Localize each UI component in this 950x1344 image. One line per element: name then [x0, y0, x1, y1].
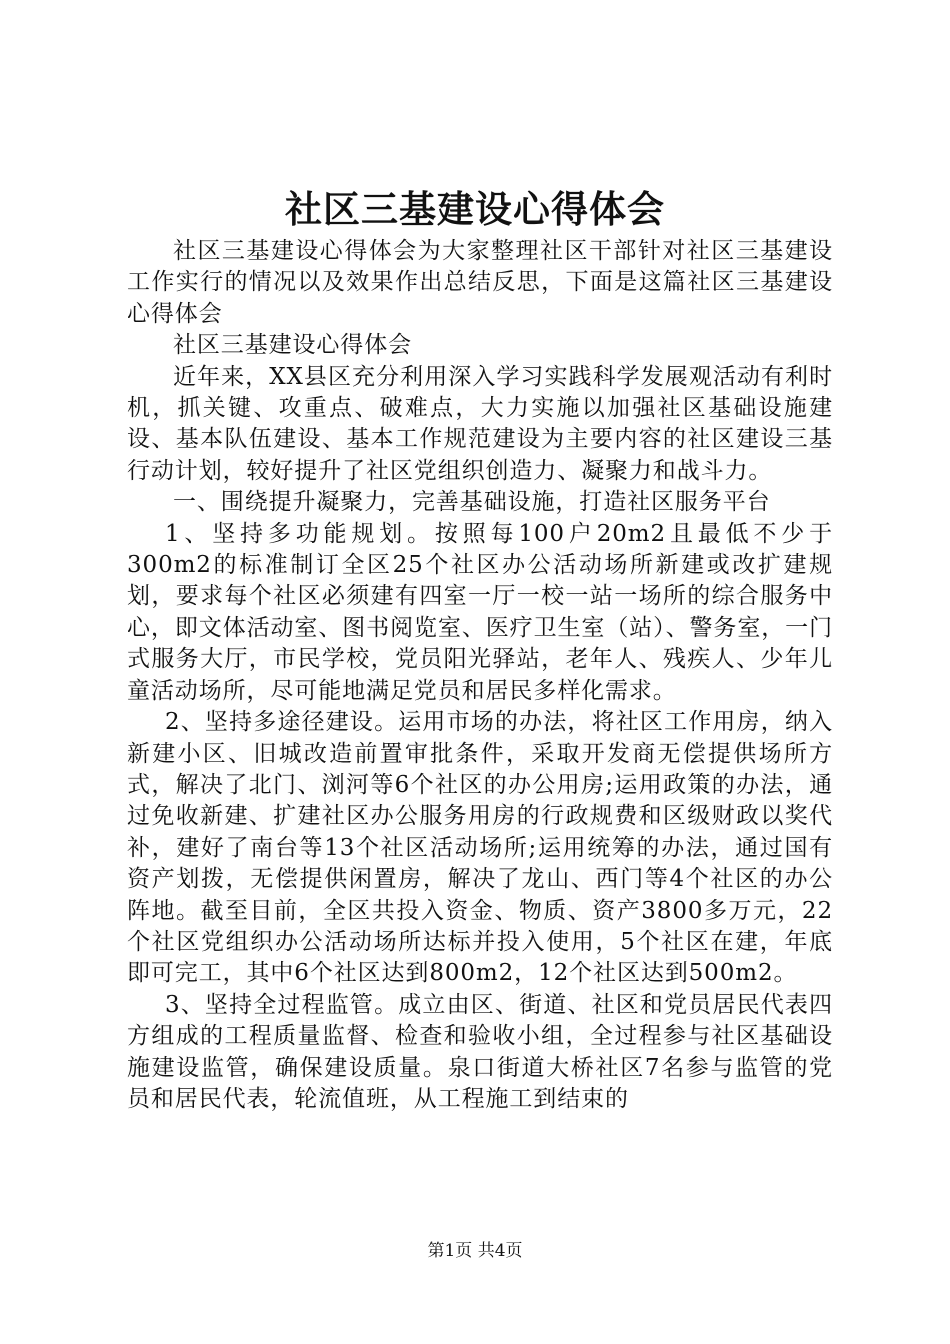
overview-paragraph: 近年来，XX县区充分利用深入学习实践科学发展观活动有利时机，抓关键、攻重点、破难点，大力实施以加强社区基础设施建设、基本队伍建设、基本工作规范建设为主要内容的社区建设三基行动计划，较好提升了社区党组织创造力、凝聚力和战斗力。: [127, 363, 833, 484]
item-paragraph-3: 3、坚持全过程监管。成立由区、街道、社区和党员居民代表四方组成的工程质量监督、检查和验收小组，全过程参与社区基础设施建设监管，确保建设质量。泉口街道大桥社区7名参与监管的党员和居民代表，轮流值班，从工程施工到结束的: [127, 991, 833, 1112]
document-body: [127, 236, 833, 1115]
document-title: 社区三基建设心得体会: [285, 187, 665, 231]
subtitle-paragraph: 社区三基建设心得体会: [173, 332, 412, 359]
page-number-footer: 第1页 共4页: [427, 1241, 523, 1261]
item-paragraph-1: 1、坚持多功能规划。按照每100户20m2且最低不少于300m2的标准制订全区25个社区办公活动场所新建或改扩建规划，要求每个社区必须建有四室一厅一校一站一场所的综合服务中心，即文体活动室、图书阅览室、医疗卫生室（站）、警务室，一门式服务大厅，市民学校，党员阳光驿站，老年人、残疾人、少年儿童活动场所，尽可能地满足党员和居民多样化需求。: [127, 520, 833, 704]
section-heading-1: 一、围绕提升凝聚力，完善基础设施，打造社区服务平台: [173, 489, 771, 516]
intro-paragraph: 社区三基建设心得体会为大家整理社区干部针对社区三基建设工作实行的情况以及效果作出总结反思，下面是这篇社区三基建设心得体会: [127, 238, 833, 327]
item-paragraph-2: 2、坚持多途径建设。运用市场的办法，将社区工作用房，纳入新建小区、旧城改造前置审批条件，采取开发商无偿提供场所方式，解决了北门、浏河等6个社区的办公用房;运用政策的办法，通过免收新建、扩建社区办公服务用房的行政规费和区级财政以奖代补，建好了南台等13个社区活动场所;运用统筹的办法，通过国有资产划拨，无偿提供闲置房，解决了龙山、西门等4个社区的办公阵地。截至目前，全区共投入资金、物质、资产3800多万元，22个社区党组织办公活动场所达标并投入使用，5个社区在建，年底即可完工，其中6个社区达到800m2，12个社区达到500m2。: [127, 709, 833, 987]
